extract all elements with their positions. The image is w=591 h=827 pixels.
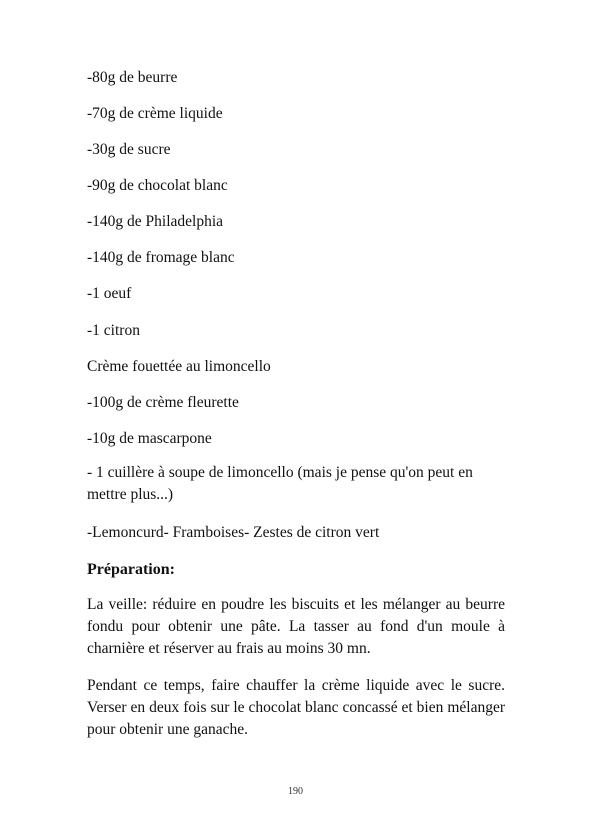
preparation-paragraph-2: Pendant ce temps, faire chauffer la crème liquide avec le sucre. Verser en deux fois sur le chocolat blanc concassé et bien mélanger pour obtenir une ganache. [87,677,505,738]
ingredient-butter: -80g de beurre [87,69,178,86]
ingredient-white-chocolate: -90g de chocolat blanc [87,177,228,194]
preparation-heading: Préparation: [87,561,175,578]
ingredient-lemon: -1 citron [87,322,140,339]
ingredient-sugar: -30g de sucre [87,141,171,158]
ingredient-limoncello: - 1 cuillère à soupe de limoncello (mais je pense qu'on peut en mettre plus...) [87,464,473,503]
subheading-whipped-cream: Crème fouettée au limoncello [87,358,271,375]
ingredient-fromage-blanc: -140g de fromage blanc [87,249,235,266]
ingredient-mascarpone: -10g de mascarpone [87,430,212,447]
page-number: 190 [288,786,303,797]
preparation-paragraph-1: La veille: réduire en poudre les biscuits et les mélanger au beurre fondu pour obtenir une pâte. La tasser au fond d'un moule à charnière et réserver au frais au moins 30 mn. [87,596,505,657]
ingredient-liquid-cream: -70g de crème liquide [87,105,223,122]
ingredient-toppings: -Lemoncurd- Framboises- Zestes de citron vert [87,524,380,541]
ingredient-cream-fleurette: -100g de crème fleurette [87,394,239,411]
ingredient-egg: -1 oeuf [87,285,132,302]
ingredient-philadelphia: -140g de Philadelphia [87,213,224,230]
